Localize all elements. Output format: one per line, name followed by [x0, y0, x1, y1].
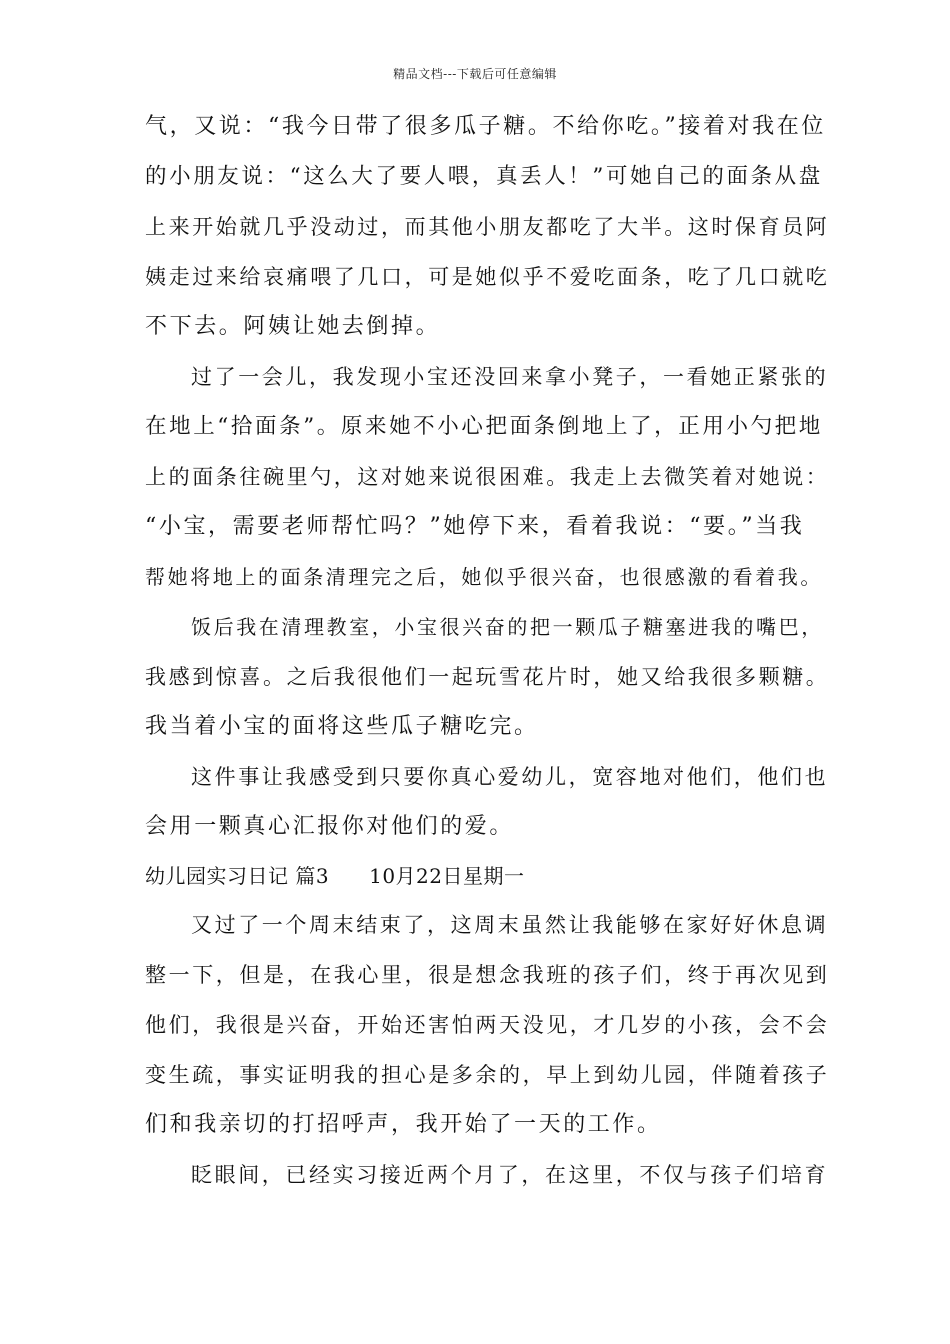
paragraph [145, 752, 835, 852]
page-header: 精品文档---下载后可任意编辑 [393, 67, 557, 81]
document-body [145, 102, 835, 1200]
text-line: 会用一颗真心汇报你对他们的爱。 [145, 814, 515, 839]
section-heading [145, 852, 835, 900]
paragraph [145, 102, 835, 352]
text-line: “小宝，需要老师帮忙吗？”她停下来，看着我说：“要。”当我 [145, 514, 805, 539]
paragraph [145, 900, 835, 1150]
section-date: 10月22日星期一 [369, 864, 525, 888]
text-line: 整一下，但是，在我心里，很是想念我班的孩子们，终于再次见到 [145, 963, 830, 987]
text-line: 姨走过来给哀痛喂了几口，可是她似乎不爱吃面条，吃了几口就吃 [145, 265, 830, 289]
text-line: 眨眼间，已经实习接近两个月了，在这里，不仅与孩子们培育 [191, 1163, 829, 1187]
text-line: 我感到惊喜。之后我很他们一起玩雪花片时，她又给我很多颗糖。 [145, 665, 830, 689]
text-line: 变生疏，事实证明我的担心是多余的，早上到幼儿园，伴随着孩子 [145, 1063, 830, 1087]
text-line: 帮她将地上的面条清理完之后，她似乎很兴奋，也很感激的看着我。 [145, 565, 823, 589]
text-line: 的小朋友说：“这么大了要人喂，真丢人！”可她自己的面条从盘 [145, 164, 823, 189]
paragraph [145, 352, 835, 602]
text-line: 们和我亲切的打招呼声，我开始了一天的工作。 [145, 1112, 662, 1137]
text-line: 他们，我很是兴奋，开始还害怕两天没见，才几岁的小孩，会不会 [145, 1013, 830, 1037]
text-line: 上来开始就几乎没动过，而其他小朋友都吃了大半。这时保育员阿 [145, 215, 830, 239]
text-line: 气，又说：“我今日带了很多瓜子糖。不给你吃。”接着对我在位 [145, 114, 826, 139]
text-line: 这件事让我感受到只要你真心爱幼儿，宽容地对他们，他们也 [191, 765, 829, 789]
paragraph [145, 1150, 835, 1200]
text-line: 又过了一个周末结束了，这周末虽然让我能够在家好好休息调 [191, 913, 829, 937]
text-line: 不下去。阿姨让她去倒掉。 [145, 314, 441, 339]
text-line: 在地上“拾面条”。原来她不小心把面条倒地上了，正用小勺把地 [145, 414, 823, 439]
section-title: 幼儿园实习日记 篇3 [145, 864, 330, 888]
text-line: 过了一会儿，我发现小宝还没回来拿小凳子，一看她正紧张的 [191, 365, 829, 389]
text-line: 饭后我在清理教室，小宝很兴奋的把一颗瓜子糖塞进我的嘴巴， [191, 615, 824, 639]
text-line: 上的面条往碗里勺，这对她来说很困难。我走上去微笑着对她说： [145, 465, 830, 489]
text-line: 我当着小宝的面将这些瓜子糖吃完。 [145, 714, 539, 739]
paragraph [145, 602, 835, 752]
